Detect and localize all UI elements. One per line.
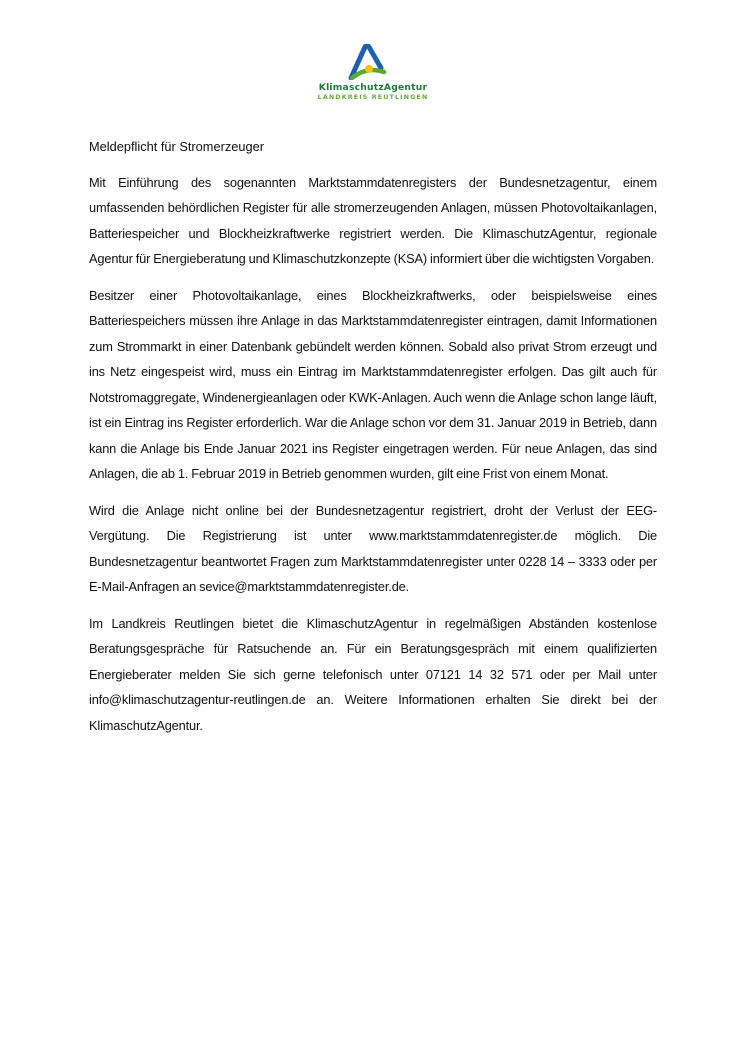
logo-mark-icon (347, 44, 387, 80)
klimaschutzagentur-logo (300, 44, 446, 102)
page-title: Meldepflicht für Stromerzeuger (89, 139, 264, 154)
logo-subtitle: LANDKREIS REUTLINGEN (317, 93, 429, 101)
paragraph-intro: Mit Einführung des sogenannten Marktstammdatenregisters der Bundesnetzagentur, einem umfassenden behördlichen Register für alle stromerzeugenden Anlagen, müssen Photovoltaikanlagen, Batteriespeicher und Blockheizkraftwerke registriert werden. Die KlimaschutzAgentur, regionale Agentur für Energieberatung und Klimaschutzkonzepte (KSA) informiert über die wichtigsten Vorgaben. (89, 174, 657, 266)
document-body (89, 134, 657, 749)
logo-name: KlimaschutzAgentur (318, 82, 428, 93)
paragraph-consultation: Im Landkreis Reutlingen bietet die KlimaschutzAgentur in regelmäßigen Abständen kostenlose Beratungsgespräche für Ratsuchende an. Für ein Beratungsgespräch mit einem qualifizierten Energieberater melden Sie sich gerne telefonisch unter 07121 14 32 571 oder per Mail unter info@klimaschutzagentur-reutlingen.de an. Weitere Informationen erhalten Sie direkt bei der KlimaschutzAgentur. (89, 615, 657, 733)
paragraph-registration: Wird die Anlage nicht online bei der Bundesnetzagentur registriert, droht der Verlust der EEG-Vergütung. Die Registrierung ist unter www.marktstammdatenregister.de möglich. Die Bundesnetzagentur beantwortet Fragen zum Marktstammdatenregister unter 0228 14 – 3333 oder per E-Mail-Anfragen an sevice@marktstammdatenregister.de. (89, 502, 657, 594)
paragraph-owners: Besitzer einer Photovoltaikanlage, eines Blockheizkraftwerks, oder beispielsweise eines Batteriespeichers müssen ihre Anlage in das Marktstammdatenregister eintragen, damit Informationen zum Strommarkt in einer Datenbank gebündelt werden können. Sobald also privat Strom erzeugt und ins Netz eingespeist wird, muss ein Eintrag im Marktstammdatenregister erfolgen. Das gilt auch für Notstromaggregate, Windenergieanlagen oder KWK-Anlagen. Auch wenn die Anlage schon lange läuft, ist ein Eintrag ins Register erforderlich. War die Anlage schon vor dem 31. Januar 2019 in Betrieb, dann kann die Anlage bis Ende Januar 2021 ins Register eingetragen werden. Für neue Anlagen, das sind Anlagen, die ab 1. Februar 2019 in Betrieb genommen wurden, gilt eine Frist von einem Monat. (89, 287, 657, 481)
